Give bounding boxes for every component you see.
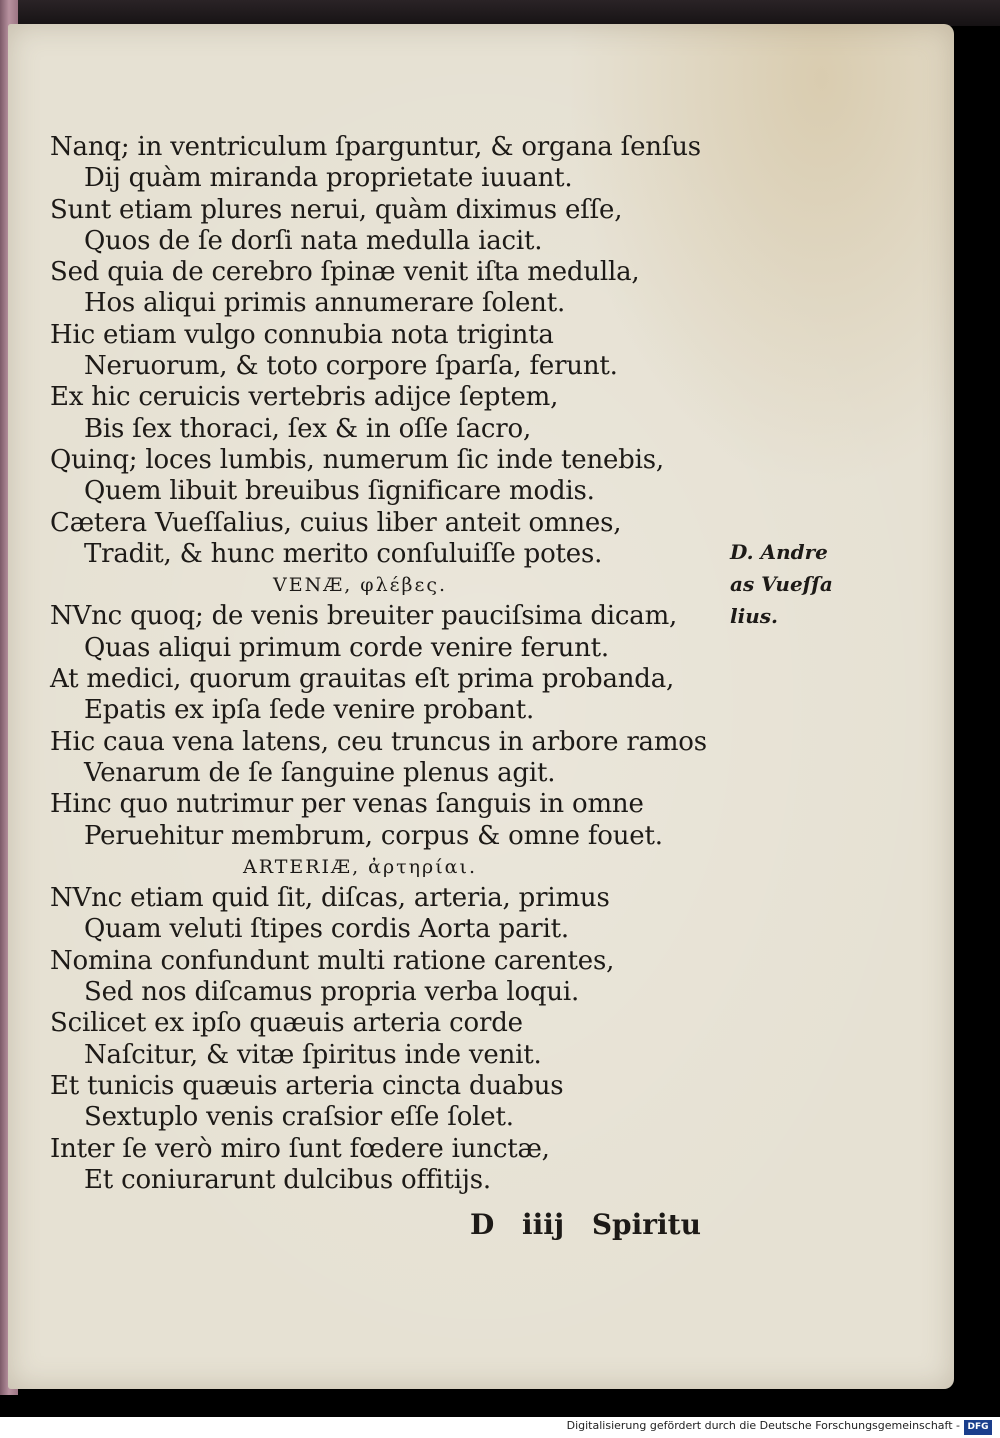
verse-line: Quem libuit breuibus ſignificare modis. [84, 476, 595, 507]
verse-line: Hic caua vena latens, ceu truncus in arbore ramos [50, 726, 707, 757]
section-heading: VENÆ, φλέβες. [272, 574, 447, 597]
verse-line: Hinc quo nutrimur per venas ſanguis in omne [50, 789, 644, 820]
margin-note-line: lius. [730, 604, 778, 628]
verse-line: Tradit, & hunc merito conſuluiſſe potes. [84, 538, 603, 569]
verse-line: Epatis ex ipſa ſede venire probant. [84, 695, 535, 726]
verse-line: NVnc etiam quid ſit, diſcas, arteria, primus [50, 883, 610, 914]
verse-line: Quas aliqui primum corde venire ferunt. [84, 632, 609, 663]
verse-line: Sed quia de cerebro ſpinæ venit iſta medulla, [50, 257, 640, 288]
book-spine-top [0, 0, 1000, 26]
verse-line: Quinq; loces lumbis, numerum ſic inde tenebis, [50, 444, 664, 475]
margin-note [730, 536, 840, 632]
signature-catchword: D iiij Spiritu [470, 1208, 701, 1241]
verse-line: Scilicet ex ipſo quæuis arteria corde [50, 1008, 523, 1039]
verse-line: Peruehitur membrum, corpus & omne fouet. [84, 820, 663, 851]
verse-line: Quos de ſe dorſi nata medulla iacit. [84, 225, 543, 256]
verse-line: Naſcitur, & vitæ ſpiritus inde venit. [84, 1039, 542, 1070]
section-heading: ARTERIÆ, ἀρτηρίαι. [243, 855, 477, 878]
verse-line: Ex hic ceruicis vertebris adijce ſeptem, [50, 382, 559, 413]
verse-line: Sextuplo venis craſsior eſſe ſolet. [84, 1102, 514, 1133]
verse-line: Dij quàm miranda proprietate iuuant. [84, 163, 573, 194]
verse-line: Venarum de ſe ſanguine plenus agit. [84, 757, 556, 788]
poem-text-block [50, 132, 750, 1196]
verse-line: Neruorum, & toto corpore ſparſa, ferunt. [84, 351, 618, 382]
margin-note-line: D. Andre [730, 540, 828, 564]
verse-line: Inter ſe verò miro ſunt fœdere iunctæ, [50, 1133, 550, 1164]
verse-line: Bis ſex thoraci, ſex & in oſſe ſacro, [84, 413, 532, 444]
verse-line: Sunt etiam plures nerui, quàm diximus eſſe, [50, 194, 623, 225]
credit-bar [0, 1417, 1000, 1438]
verse-line: Et coniurarunt dulcibus offitijs. [84, 1164, 491, 1195]
book-page [8, 24, 954, 1389]
verse-line: At medici, quorum grauitas eſt prima probanda, [50, 664, 675, 695]
verse-line: NVnc quoq; de venis breuiter pauciſsima dicam, [50, 601, 678, 632]
verse-line: Nomina confundunt multi ratione carentes, [50, 945, 615, 976]
verse-line: Nanq; in ventriculum ſparguntur, & organa ſenſus [50, 132, 701, 162]
margin-note-line: as Vueſſa [730, 572, 833, 596]
verse-line: Sed nos diſcamus propria verba loqui. [84, 977, 580, 1008]
verse-line: Quam veluti ſtipes cordis Aorta parit. [84, 914, 569, 945]
credit-text: Digitalisierung gefördert durch die Deutsche Forschungsgemeinschaft - [566, 1419, 960, 1432]
verse-line: Et tunicis quæuis arteria cincta duabus [50, 1070, 564, 1101]
verse-line: Cætera Vueſſalius, cuius liber anteit omnes, [50, 507, 622, 538]
verse-line: Hos aliqui primis annumerare ſolent. [84, 288, 566, 319]
verse-line: Hic etiam vulgo connubia nota triginta [50, 319, 554, 350]
dfg-logo: DFG [964, 1420, 992, 1435]
